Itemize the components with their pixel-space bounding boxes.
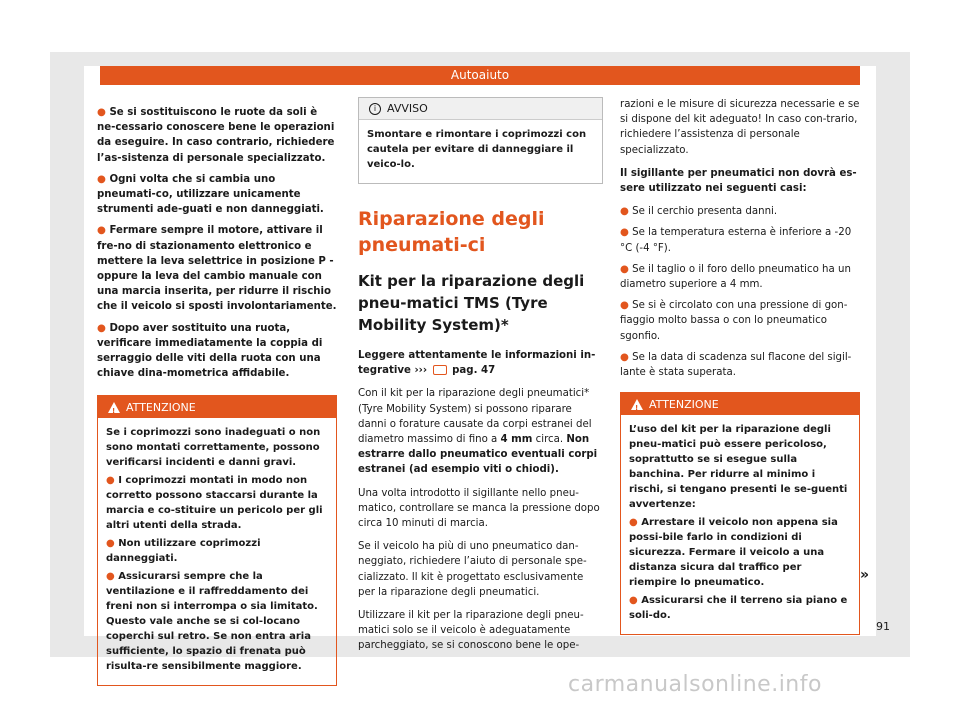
bullet-icon: ● [97,107,106,118]
section-heading: Riparazione degli pneumati-ci [358,208,545,256]
section-title: Autoaiuto [450,68,510,82]
warning-triangle-icon: ! [631,399,643,410]
section-header [100,66,860,85]
paragraph: Se il veicolo ha più di uno pneumatico dan-neggiato, richiedere l’aiuto di personale spe-cializzato. Il kit è progettato esclusivamente per la riparazione degli pneumatici. [358,541,587,598]
watermark: carmanualsonline.info [568,672,822,697]
page-link[interactable]: pag. 47 [452,365,496,377]
list-item: ● Se si è circolato con una pressione di gon-fiaggio molto bassa o con lo pneumatico sgonfio. [620,300,848,342]
subheading: Il sigillante per pneumatici non dovrà es-sere utilizzato nei seguenti casi: [620,167,857,195]
list-item: ● Se il taglio o il foro dello pneumatico ha un diametro superiore a 4 mm. [620,263,851,291]
warning-box [97,395,337,686]
warning-body [98,418,336,685]
list-item: ● Se si sostituiscono le ruote da soli è ne-cessario conoscere bene le operazioni da eseguire. In caso contrario, richiedere l’as-sistenza di personale specializzato. [97,107,335,164]
bullet-icon: ● [106,538,115,550]
warning-box [620,392,860,635]
bullet-icon: ● [629,595,638,607]
bullet-icon: ● [106,571,115,583]
paragraph: Una volta introdotto il sigillante nello pneu-matico, controllare se manca la pressione dopo circa 10 minuti di marcia. [358,487,600,530]
column-3 [620,97,860,635]
bullet-icon: ● [620,351,629,363]
notice-body [359,120,602,183]
notice-title: AVVISO [387,101,428,115]
bullet-icon: ● [620,227,629,239]
column-1 [97,105,337,686]
list-item: ● Se il cerchio presenta danni. [620,206,778,218]
list-item: ● Se la temperatura esterna è inferiore a -20 °C (-4 °F). [620,227,852,254]
list-item: ● Se la data di scadenza sul flacone del sigil-lante è stata superata. [620,351,852,379]
warning-title: ATTENZIONE [126,400,196,414]
continue-chevron-icon: » [860,567,870,583]
warning-triangle-icon: ! [108,402,120,413]
page-number: 91 [876,620,890,633]
bullet-icon: ● [97,173,106,185]
arrows-icon: ››› [414,365,428,377]
cross-reference: Leggere attentamente le informazioni in-tegrative ››› pag. 47 [358,350,596,377]
bullet-icon: ● [620,263,629,275]
list-item: ● I coprimozzi montati in modo non corretto possono staccarsi durante la marcia e co-stituire un pericolo per gli altri utenti della strada. [106,475,323,532]
subsection-heading: Kit per la riparazione degli pneu-matici TMS (Tyre Mobility System)* [358,272,585,334]
notice-text: Smontare e rimontare i coprimozzi con cautela per evitare di danneggiare il veico-lo. [367,129,587,170]
bullet-icon: ● [97,225,106,237]
warning-intro: L’uso del kit per la riparazione degli pneu-matici può essere pericoloso, soprattutto se si esegue sulla banchina. Per ridurre al minimo i rischi, si tengano presenti le se-guenti avvertenze: [629,424,848,511]
paragraph: Con il kit per la riparazione degli pneumatici* (Tyre Mobility System) si possono riparare danni o forature causate da corpi estranei del diametro massimo di fino a 4 mm circa. Non estrarre dallo pneumatico eventuali corpi estranei (ad esempio viti o chiodi). [358,388,598,476]
warning-header [98,396,336,418]
list-item: ● Assicurarsi sempre che la ventilazione e il raffreddamento dei freni non si interrompa o sia limitato. Questo vale anche se si col-locano coperchi sul retro. Se non entra aria sufficiente, lo spazio di frenata può risulta-re sensibilmente maggiore. [106,571,318,673]
notice-header [359,98,602,120]
paragraph: razioni e le misure di sicurezza necessarie e se si dispone del kit adeguato! In caso con-trario, richiedere l’assistenza di personale specializzato. [620,99,860,156]
warning-intro: Se i coprimozzi sono inadeguati o non sono montati correttamente, possono verificarsi incidenti e danni gravi. [106,427,321,469]
list-item: ● Non utilizzare coprimozzi danneggiati. [106,538,261,565]
list-item: ● Fermare sempre il motore, attivare il fre-no di stazionamento elettronico e mettere la leva selettrice in posizione P -oppure la leva del cambio manuale con una marcia inserita, per ridurre il rischio che il veicolo si sposti involontariamente. [97,225,337,313]
bullet-icon: ● [106,475,115,487]
bullet-icon: ● [620,300,629,312]
bullet-icon: ● [629,517,638,529]
warning-header [621,393,859,415]
list-item: ● Arrestare il veicolo non appena sia possi-bile farlo in condizioni di sicurezza. Fermare il veicolo a una distanza sicura dal traffico per riempire lo pneumatico. [629,517,838,589]
list-item: ● Ogni volta che si cambia uno pneumati-co, utilizzare unicamente strumenti ade-guati e non danneggiati. [97,173,324,216]
warning-body [621,415,859,634]
bullet-icon: ● [620,206,629,218]
paragraph: Utilizzare il kit per la riparazione degli pneu-matici solo se il veicolo è adeguatamente parcheggiato, se si conoscono bene le ope- [358,610,584,652]
list-item: ● Dopo aver sostituito una ruota, verificare immediatamente la coppia di serraggio delle viti della ruota con una chiave dina-mometrica affidabile. [97,322,323,380]
book-icon [433,365,447,375]
list-item: ● Assicurarsi che il terreno sia piano e soli-do. [629,595,848,622]
info-circle-icon: i [369,103,381,115]
warning-title: ATTENZIONE [649,397,719,411]
notice-box [358,97,603,184]
column-2 [358,97,603,662]
bullet-icon: ● [97,322,106,334]
